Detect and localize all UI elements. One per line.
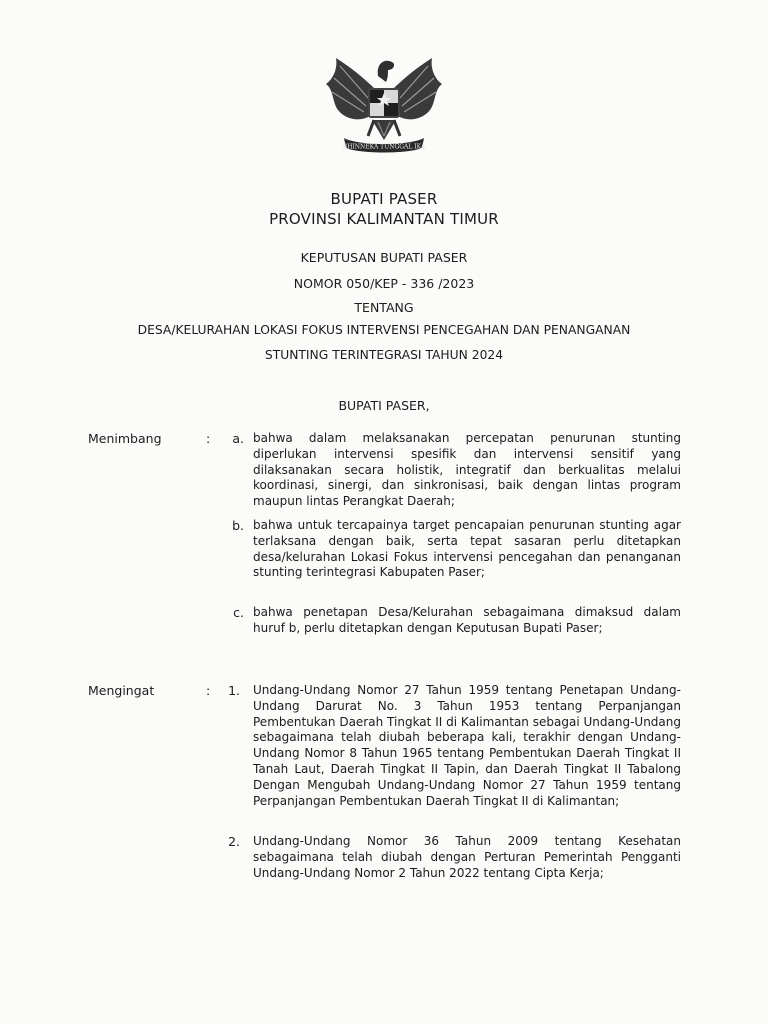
mengingat-item-text: Undang-Undang Nomor 36 Tahun 2009 tentang Kesehatan sebagaimana telah diubah dengan Perturan Pemerintah Pengganti Undang-Undang Nomor 2 Tahun 2022 tentang Cipta Kerja;	[253, 834, 681, 880]
mengingat-item-marker: 2.	[228, 834, 240, 849]
emblem-motto: BHINNEKA TUNGGAL IKA	[342, 143, 426, 151]
mengingat-colon: :	[206, 683, 211, 698]
menimbang-item-text: bahwa penetapan Desa/Kelurahan sebagaimana dimaksud dalam huruf b, perlu ditetapkan dengan Keputusan Bupati Paser;	[253, 605, 681, 635]
province-name: PROVINSI KALIMANTAN TIMUR	[269, 210, 499, 228]
page-title: BUPATI PASER	[330, 190, 438, 208]
decree-number: NOMOR 050/KEP - 336 /2023	[293, 276, 475, 291]
menimbang-item-marker: a.	[232, 431, 244, 446]
decree-issuer: BUPATI PASER,	[338, 398, 430, 413]
decree-about: TENTANG	[354, 300, 414, 315]
garuda-pancasila-emblem-icon	[318, 50, 450, 162]
menimbang-colon: :	[206, 431, 211, 446]
mengingat-label: Mengingat	[88, 683, 155, 698]
mengingat-item-text: Undang-Undang Nomor 27 Tahun 1959 tentang Penetapan Undang-Undang Darurat No. 3 Tahun 1953 tentang Perpanjangan Pembentukan Daerah Tingkat II di Kalimantan sebagai Undang-Undang sebagaimana telah diubah beberapa kali, terakhir dengan Undang-Undang Nomor 8 Tahun 1965 tentang Pembentukan Daerah Tingkat II Tanah Laut, Daerah Tingkat II Tapin, dan Daerah Tingkat II Tabalong Dengan Mengubah Undang-Undang Nomor 27 Tahun 1959 tentang Perpanjangan Pembentukan Daerah Tingkat II di Kalimantan;	[253, 683, 681, 808]
decree-type: KEPUTUSAN BUPATI PASER	[300, 250, 468, 265]
menimbang-item-marker: b.	[232, 518, 244, 533]
menimbang-item-text: bahwa dalam melaksanakan percepatan penurunan stunting diperlukan intervensi spesifik dan intervensi sensitif yang dilaksanakan secara holistik, integratif dan berkualitas melalui koordinasi, sinergi, dan sinkronisasi, baik dengan lintas program maupun lintas Perangkat Daerah;	[253, 431, 681, 509]
menimbang-item-text: bahwa untuk tercapainya target pencapaian penurunan stunting agar terlaksana dengan baik, serta tepat sasaran perlu ditetapkan desa/kelurahan Lokasi Fokus intervensi pencegahan dan penanganan stunting terintegrasi Kabupaten Paser;	[253, 518, 681, 580]
mengingat-item-marker: 1.	[228, 683, 240, 698]
menimbang-item-marker: c.	[233, 605, 244, 620]
menimbang-label: Menimbang	[88, 431, 162, 446]
decree-subject-line2: STUNTING TERINTEGRASI TAHUN 2024	[264, 348, 504, 362]
decree-subject-line1: DESA/KELURAHAN LOKASI FOKUS INTERVENSI PENCEGAHAN DAN PENANGANAN	[137, 323, 631, 337]
